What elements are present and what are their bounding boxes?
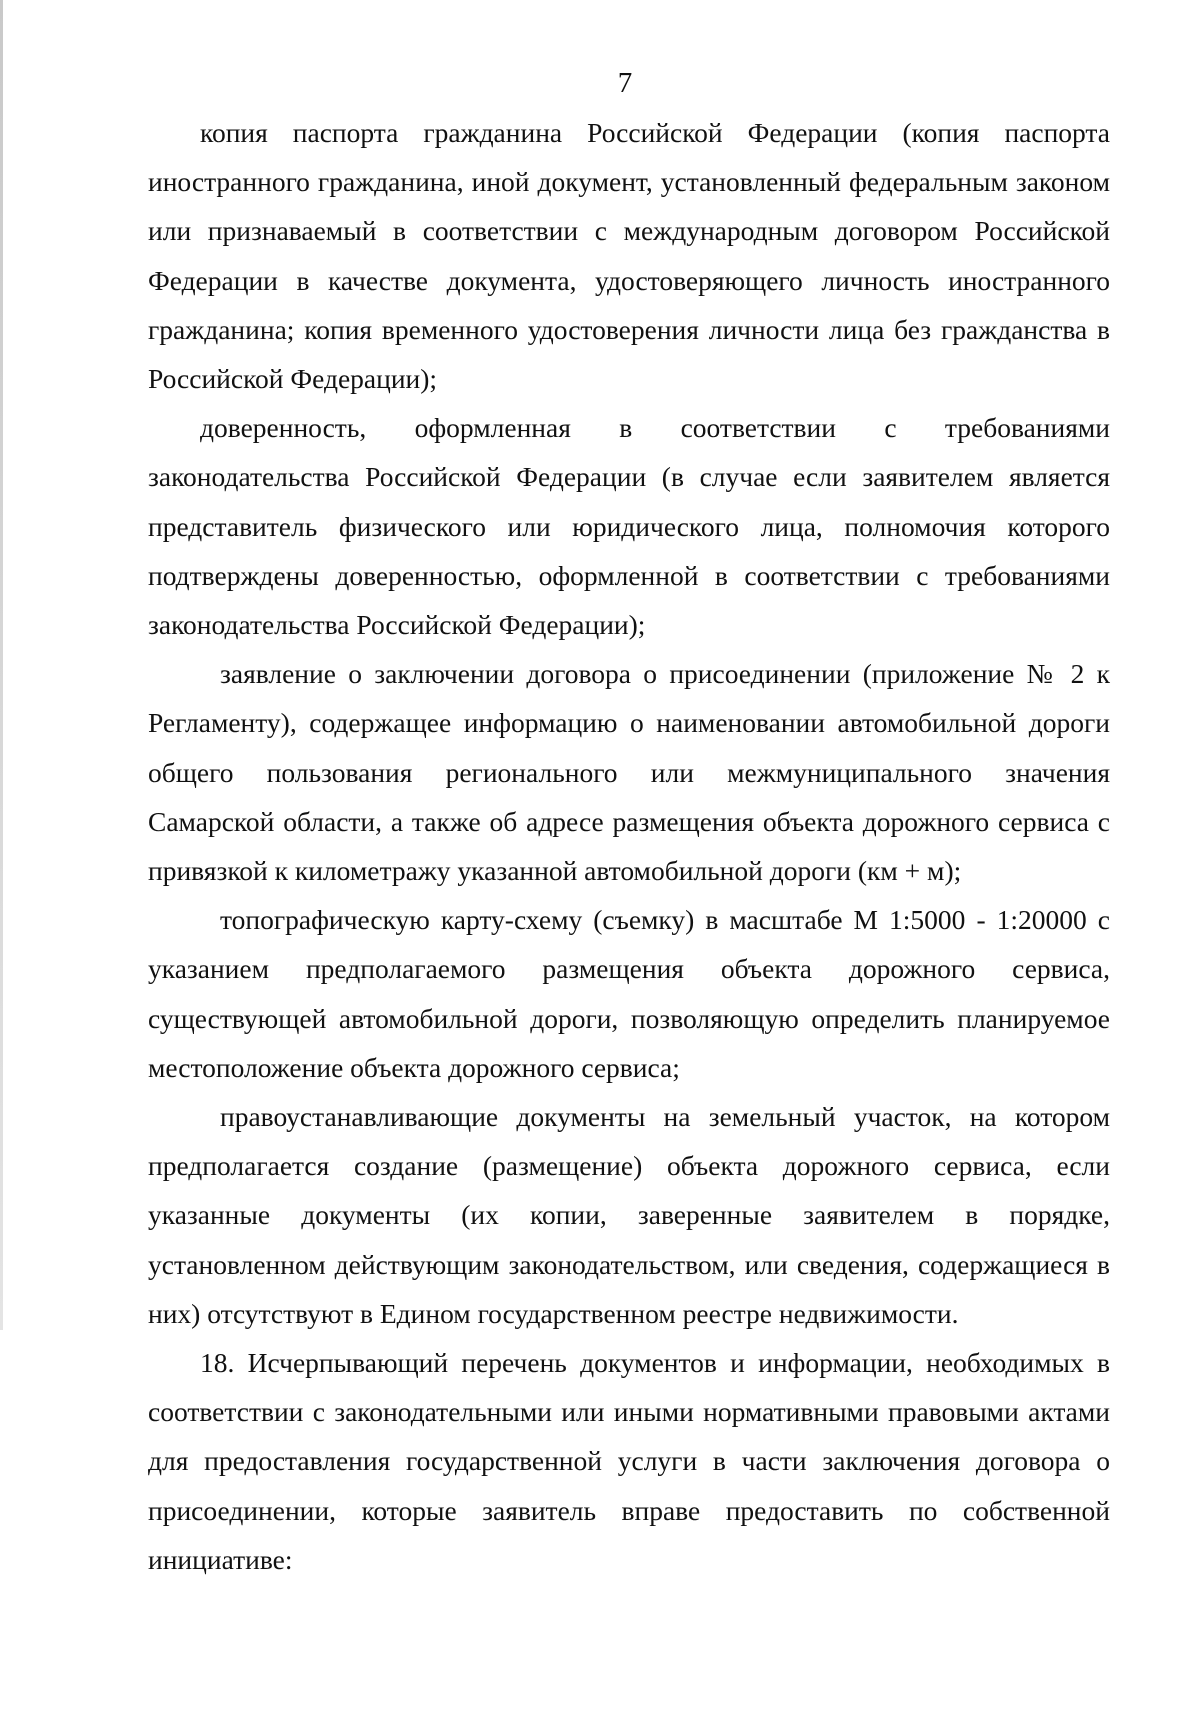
paragraph-item-18: 18. Исчерпывающий перечень документов и информации, необходимых в соответствии с законодательными или иными нормативными правовыми актами для предоставления государственной услуги в части заключения договора о присоединении, которые заявитель вправе предоставить по собственной инициативе: [148,1347,1110,1575]
paragraph-power-of-attorney: доверенность, оформленная в соответствии с требованиями законодательства Российской Федерации (в случае если заявителем является представитель физического или юридического лица, полномочия которого подтверждены доверенностью, оформленной в соответствии с требованиями законодательства Российской Федерации); [148,412,1110,641]
paragraph-application: заявление о заключении договора о присоединении (приложение № 2 к Регламенту), содержащее информацию о наименовании автомобильной дороги общего пользования регионального или межмуниципального значения Самарской области, а также об адресе размещения объекта дорожного сервиса с привязкой к километражу указанной автомобильной дороги (км + м); [148,658,1110,887]
scan-edge-shadow [0,0,3,1330]
paragraph-land-documents: правоустанавливающие документы на земельный участок, на котором предполагается создание (размещение) объекта дорожного сервиса, если указанные документы (их копии, заверенные заявителем в порядке, установленном действующим законодательством, или сведения, содержащиеся в них) отсутствуют в Едином государственном реестре недвижимости. [148,1101,1110,1329]
page-number: 7 [617,67,633,99]
paragraph-topographic-map: топографическую карту-схему (съемку) в масштабе М 1:5000 - 1:20000 с указанием предполагаемого размещения объекта дорожного сервиса, существующей автомобильной дороги, позволяющую определить планируемое местоположение объекта дорожного сервиса; [148,904,1110,1083]
paragraph-passport-copy: копия паспорта гражданина Российской Федерации (копия паспорта иностранного гражданина, иной документ, установленный федеральным законом или признаваемый в соответствии с международным договором Российской Федерации в качестве документа, удостоверяющего личность иностранного гражданина; копия временного удостоверения личности лица без гражданства в Российской Федерации); [148,117,1110,395]
document-body [148,108,1110,1584]
